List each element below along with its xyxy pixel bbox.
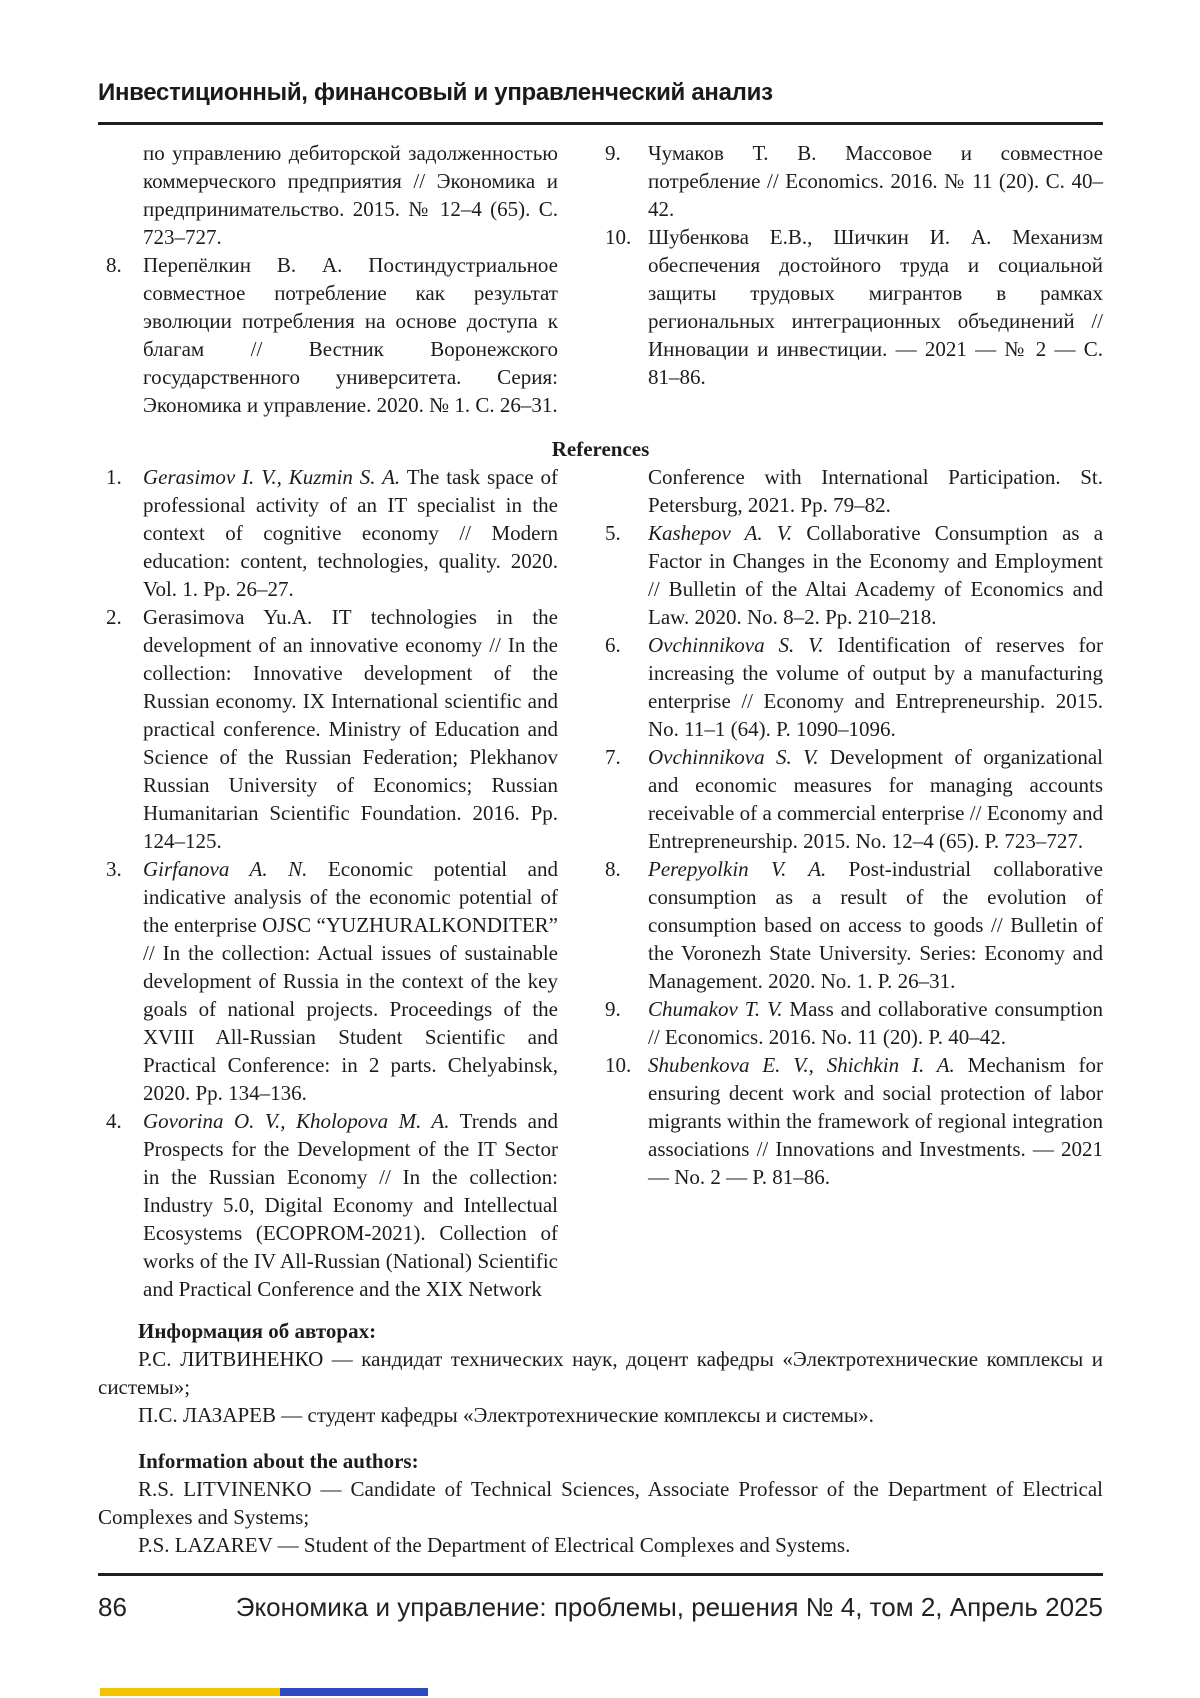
reference-text bbox=[648, 995, 1103, 1051]
author-line: R.S. LITVINENKO — Candidate of Technical Sciences, Associate Professor of the Department of Electrical Complexes and Systems; bbox=[98, 1477, 1103, 1529]
reference-number: 3. bbox=[106, 857, 122, 881]
header-rule bbox=[98, 122, 1103, 125]
page-number: 86 bbox=[98, 1592, 127, 1622]
reference-number: 4. bbox=[106, 1109, 122, 1133]
reference-author: Perepyolkin V. A. bbox=[648, 857, 827, 881]
reference-item bbox=[98, 855, 558, 1107]
authors-info-en bbox=[98, 1447, 1103, 1559]
reference-item bbox=[605, 631, 1103, 743]
reference-text: Перепёлкин В. А. Постиндустриальное совместное потребление как результат эволюции потребления на основе доступа к благам // Вестник Воронежского государственного университета. Серия: Экономика и управление. 2020. № 1. С. 26–31. bbox=[143, 253, 558, 417]
reference-author: Kashepov A. V. bbox=[648, 521, 793, 545]
reference-number: 10. bbox=[605, 1053, 632, 1077]
reference-text bbox=[648, 463, 1103, 519]
reference-body: Gerasimova Yu.A. IT technologies in the development of an innovative economy // In the collection: Innovative development of the Russian economy. IX International scientific and practical conference. Ministry of Education and Science of the Russian Federation; Plekhanov Russian University of Economics; Russian Humanitarian Scientific Foundation. 2016. Pp. 124–125. bbox=[143, 605, 558, 853]
running-head: Инвестиционный, финансовый и управленческий анализ bbox=[98, 79, 773, 106]
reference-text bbox=[143, 603, 558, 855]
reference-number bbox=[605, 463, 648, 519]
reference-item bbox=[98, 251, 558, 419]
russian-references-left-column bbox=[98, 139, 558, 419]
reference-text bbox=[143, 855, 558, 1107]
references-heading: References bbox=[551, 437, 650, 461]
reference-body: Economic potential and indicative analysis of the economic potential of the enterprise OJSC “YUZHURALKONDITER” // In the collection: Actual issues of sustainable development of Russia in the context of the key goals of national projects. Proceedings of the XVIII All-Russian Student Scientific and Practical Conference: in 2 parts. Chelyabinsk, 2020. Pp. 134–136. bbox=[143, 857, 558, 1105]
reference-number: 8. bbox=[106, 253, 122, 277]
reference-item bbox=[605, 463, 1103, 519]
reference-item bbox=[98, 603, 558, 855]
reference-item bbox=[605, 139, 1103, 223]
reference-item bbox=[605, 995, 1103, 1051]
bottom-strip bbox=[100, 1688, 428, 1696]
strip-blue-segment bbox=[280, 1688, 428, 1696]
reference-number: 8. bbox=[605, 857, 621, 881]
reference-item bbox=[98, 463, 558, 603]
reference-item bbox=[605, 1051, 1103, 1191]
reference-item bbox=[605, 743, 1103, 855]
authors-info-ru bbox=[98, 1317, 1103, 1429]
reference-number: 10. bbox=[605, 225, 632, 249]
reference-text bbox=[648, 631, 1103, 743]
reference-text bbox=[143, 463, 558, 603]
reference-number bbox=[98, 139, 143, 251]
reference-body: Collaborative Consumption as a Factor in Changes in the Economy and Employment // Bulletin of the Altai Academy of Economics and Law. 2020. No. 8–2. Pp. 210–218. bbox=[648, 521, 1104, 629]
footer bbox=[98, 1592, 1103, 1622]
reference-author: Girfanova A. N. bbox=[143, 857, 308, 881]
russian-references-section bbox=[98, 139, 1103, 419]
reference-text bbox=[648, 743, 1103, 855]
reference-author: Ovchinnikova S. V. bbox=[648, 633, 824, 657]
reference-author: Gerasimov I. V., Kuzmin S. A. bbox=[143, 465, 401, 489]
reference-author: Ovchinnikova S. V. bbox=[648, 745, 819, 769]
reference-body: Mechanism for ensuring decent work and social protection of labor migrants within the framework of regional integration associations // Innovations and Investments. — 2021 — No. 2 — P. 81–86. bbox=[648, 1053, 1103, 1189]
reference-number: 9. bbox=[605, 997, 621, 1021]
journal-title: Экономика и управление: проблемы, решения № 4, том 2, Апрель 2025 bbox=[235, 1592, 1103, 1622]
russian-references-right-column bbox=[605, 139, 1103, 419]
footer-rule bbox=[98, 1573, 1103, 1576]
reference-text bbox=[648, 855, 1103, 995]
reference-text: Шубенкова Е.В., Шичкин И. А. Механизм обеспечения достойного труда и социальной защиты трудовых мигрантов в рамках региональных интеграционных объединений // Инновации и инвестиции. — 2021 — № 2 — С. 81–86. bbox=[648, 225, 1103, 389]
reference-item bbox=[605, 223, 1103, 391]
reference-number: 7. bbox=[605, 745, 621, 769]
authors-info-ru-heading: Информация об авторах: bbox=[138, 1319, 377, 1343]
column-gutter bbox=[558, 139, 605, 419]
reference-author: Shubenkova E. V., Shichkin I. A. bbox=[648, 1053, 955, 1077]
reference-body: The task space of professional activity of an IT specialist in the context of cognitive economy // Modern education: content, technologies, quality. 2020. Vol. 1. Pp. 26–27. bbox=[143, 465, 558, 601]
reference-body: Identification of reserves for increasing the volume of output by a manufacturing enterprise // Economy and Entrepreneurship. 2015. No. 11–1 (64). P. 1090–1096. bbox=[648, 633, 1103, 741]
reference-item bbox=[605, 519, 1103, 631]
reference-number: 5. bbox=[605, 521, 621, 545]
english-references-left-column bbox=[98, 463, 558, 1303]
reference-text bbox=[143, 1107, 558, 1303]
author-line: П.С. ЛАЗАРЕВ — студент кафедры «Электротехнические комплексы и системы». bbox=[138, 1403, 874, 1427]
reference-text bbox=[648, 519, 1103, 631]
reference-author: Govorina O. V., Kholopova M. A. bbox=[143, 1109, 450, 1133]
reference-text: Чумаков Т. В. Массовое и совместное потребление // Economics. 2016. № 11 (20). С. 40–42. bbox=[648, 141, 1103, 221]
english-references-section bbox=[98, 463, 1103, 1303]
reference-item bbox=[605, 855, 1103, 995]
strip-yellow-segment bbox=[100, 1688, 280, 1696]
reference-number: 1. bbox=[106, 465, 122, 489]
reference-body: Conference with International Participation. St. Petersburg, 2021. Pp. 79–82. bbox=[648, 465, 1103, 517]
reference-text: по управлению дебиторской задолженностью коммерческого предприятия // Экономика и предпринимательство. 2015. № 12–4 (65). С. 723–727. bbox=[143, 141, 558, 249]
reference-body: Mass and collaborative consumption // Economics. 2016. No. 11 (20). P. 40–42. bbox=[648, 997, 1104, 1049]
reference-number: 2. bbox=[106, 605, 122, 629]
reference-body: Development of organizational and economic measures for managing accounts receivable of a commercial enterprise // Economy and Entrepreneurship. 2015. No. 12–4 (65). P. 723–727. bbox=[648, 745, 1104, 853]
reference-body: Trends and Prospects for the Development of the IT Sector in the Russian Economy // In the collection: Industry 5.0, Digital Economy and Intellectual Ecosystems (ECOPROM-2021). Collection of works of the IV All-Russian (National) Scientific and Practical Conference and the XIX Network bbox=[143, 1109, 558, 1301]
authors-info-en-heading: Information about the authors: bbox=[138, 1449, 419, 1473]
reference-item bbox=[98, 139, 558, 251]
author-line: Р.С. ЛИТВИНЕНКО — кандидат технических наук, доцент кафедры «Электротехнические комплексы и системы»; bbox=[98, 1347, 1103, 1399]
reference-number: 6. bbox=[605, 633, 621, 657]
reference-number: 9. bbox=[605, 141, 621, 165]
reference-author: Chumakov T. V. bbox=[648, 997, 783, 1021]
reference-text bbox=[648, 1051, 1103, 1191]
author-line: P.S. LAZAREV — Student of the Department of Electrical Complexes and Systems. bbox=[138, 1533, 851, 1557]
reference-body: Post-industrial collaborative consumption as a result of the evolution of consumption based on access to goods // Bulletin of the Voronezh State University. Series: Economy and Management. 2020. No. 1. P. 26–31. bbox=[648, 857, 1103, 993]
reference-item bbox=[98, 1107, 558, 1303]
english-references-right-column bbox=[605, 463, 1103, 1303]
column-gutter bbox=[558, 463, 605, 1303]
